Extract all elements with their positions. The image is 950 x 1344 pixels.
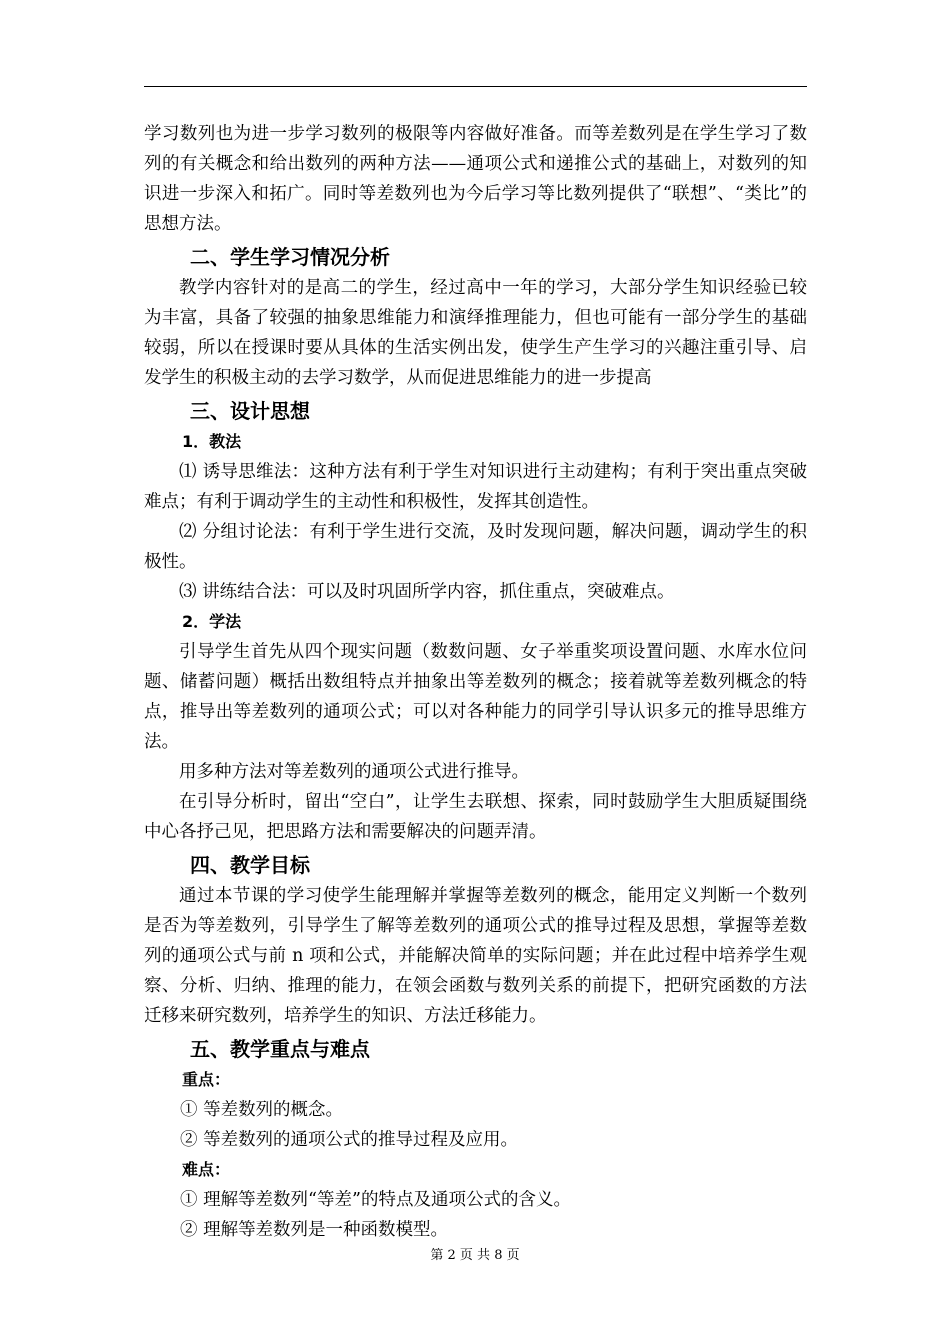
subheading-teaching-method: 1．教法 [182,432,242,451]
section-heading-objectives: 四、教学目标 [190,853,310,877]
method-item-1: ⑴ 诱导思维法：这种方法有利于学生对知识进行主动建构；有利于突出重点突破难点；有利于调动学生的主动性和积极性，发挥其创造性。 [144,462,807,512]
difficulty-2: ② 理解等差数列是一种函数模型。 [180,1220,449,1240]
subheading-learning-method: 2．学法 [182,612,242,631]
header-rule [144,86,807,87]
document-body [144,119,807,1245]
method-item-2: ⑵ 分组讨论法：有利于学生进行交流，及时发现问题，解决问题，调动学生的积极性。 [144,522,807,572]
section-heading-student-analysis: 二、学生学习情况分析 [190,245,390,269]
intro-paragraph: 学习数列也为进一步学习数列的极限等内容做好准备。而等差数列是在学生学习了数列的有关概念和给出数列的两种方法——通项公式和递推公式的基础上，对数列的知识进一步深入和拓广。同时等差数列也为今后学习等比数列提供了“联想”、“类比”的思想方法。 [144,124,807,234]
section-heading-key-points: 五、教学重点与难点 [190,1037,370,1061]
key-point-1: ① 等差数列的概念。 [180,1100,344,1120]
section-heading-design-idea: 三、设计思想 [190,399,310,423]
difficulties-label: 难点： [182,1160,231,1179]
page-number-footer: 第 2 页 共 8 页 [430,1248,520,1263]
learning-method-paragraph-3: 在引导分析时，留出“空白”，让学生去联想、探索，同时鼓励学生大胆质疑围绕中心各抒己见，把思路方法和需要解决的问题弄清。 [144,792,807,842]
learning-method-paragraph-2: 用多种方法对等差数列的通项公式进行推导。 [179,762,529,782]
method-item-3: ⑶ 讲练结合法：可以及时巩固所学内容，抓住重点，突破难点。 [179,582,675,602]
key-point-2: ② 等差数列的通项公式的推导过程及应用。 [180,1130,519,1150]
learning-method-paragraph-1: 引导学生首先从四个现实问题（数数问题、女子举重奖项设置问题、水库水位问题、储蓄问题）概括出数组特点并抽象出等差数列的概念；接着就等差数列概念的特点，推导出等差数列的通项公式；可以对各种能力的同学引导认识多元的推导思维方法。 [144,642,807,752]
key-points-label: 重点： [182,1070,231,1089]
student-analysis-paragraph: 教学内容针对的是高二的学生，经过高中一年的学习，大部分学生知识经验已较为丰富，具备了较强的抽象思维能力和演绎推理能力，但也可能有一部分学生的基础较弱，所以在授课时要从具体的生活实例出发，使学生产生学习的兴趣注重引导、启发学生的积极主动的去学习数学，从而促进思维能力的进一步提高 [144,278,807,388]
difficulty-1: ① 理解等差数列“等差”的特点及通项公式的含义。 [180,1190,571,1210]
objectives-paragraph: 通过本节课的学习使学生能理解并掌握等差数列的概念，能用定义判断一个数列是否为等差数列，引导学生了解等差数列的通项公式的推导过程及思想，掌握等差数列的通项公式与前 n 项和公式，并能解决简单的实际问题；并在此过程中培养学生观察、分析、归纳、推理的能力，在领会函数与数列关系的前提下，把研究函数的方法迁移来研究数列，培养学生的知识、方法迁移能力。 [144,886,807,1026]
